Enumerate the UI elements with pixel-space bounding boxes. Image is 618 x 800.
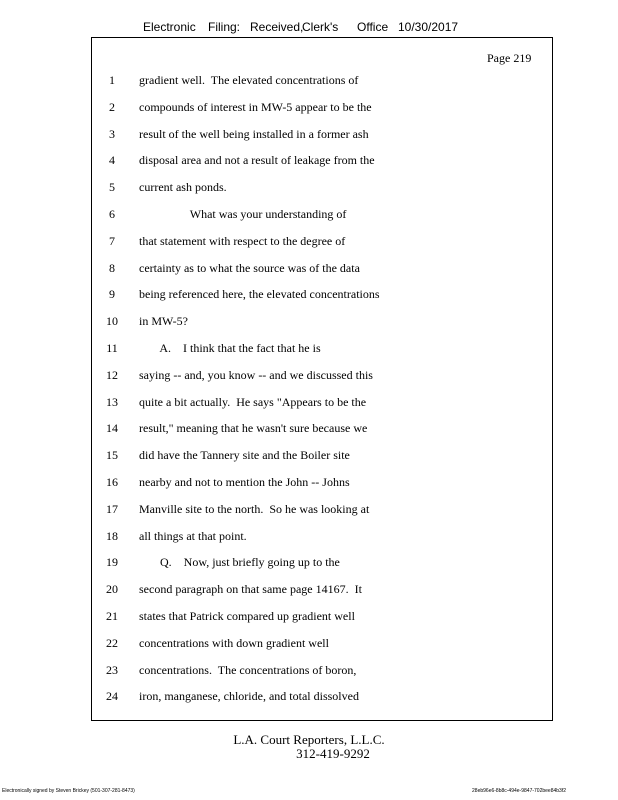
filing-date: 10/30/2017 [398,20,459,34]
line-number: 23 [106,662,118,677]
line-text: saying -- and, you know -- and we discussed this [139,367,373,382]
page-footer [0,733,618,761]
line-text: nearby and not to mention the John -- Johns [139,475,350,489]
reporter-phone: 312-419-9292 [296,746,370,761]
line-text: Q. Now, just briefly going up to the [139,555,340,570]
line-text: iron, manganese, chloride, and total dissolved [139,689,359,704]
line-number: 6 [109,207,115,221]
line-text: all things at that point. [139,528,247,543]
line-number: 24 [106,689,118,704]
line-text: did have the Tannery site and the Boiler site [139,448,350,463]
line-number: 13 [106,394,118,409]
line-text: concentrations with down gradient well [139,635,329,650]
line-number: 2 [109,99,115,114]
filing-stamp [143,20,483,36]
line-text: certainty as to what the source was of the data [139,260,360,275]
line-number: 11 [106,341,118,355]
line-text: disposal area and not a result of leakage from the [139,153,375,168]
line-text: Manville site to the north. So he was looking at [139,501,370,516]
line-text: result of the well being installed in a former ash [139,126,369,141]
line-number: 21 [106,609,118,623]
line-number: 5 [109,180,115,195]
line-number: 17 [106,501,118,516]
line-number: 15 [106,448,118,463]
line-text: in MW-5? [139,314,188,329]
line-number: 14 [106,421,118,436]
line-number: 12 [106,367,118,382]
line-number: 3 [109,126,115,141]
line-number: 8 [109,260,115,275]
reporter-company: L.A. Court Reporters, L.L.C. [233,732,385,747]
electronic-signature: Electronically signed by Steven Brickey (501-307-281-8473) [2,788,135,794]
line-text: gradient well. The elevated concentrations of [139,73,359,87]
filing-word-received: Received, [250,20,304,34]
line-text: current ash ponds. [139,180,227,195]
line-number: 20 [106,582,118,597]
line-text: quite a bit actually. He says "Appears to be the [139,394,367,409]
line-text: A. I think that the fact that he is [139,341,321,355]
document-hash: 28eb96e6-8b8c-494e-9847-702bee84b3f2 [472,788,566,794]
line-text: states that Patrick compared up gradient well [139,609,355,623]
line-number: 4 [109,153,115,168]
line-text: that statement with respect to the degree of [139,233,346,248]
filing-word-filing: Filing: [208,20,241,34]
line-number: 1 [109,73,115,87]
filing-word-electronic: Electronic [143,20,196,34]
line-number: 7 [109,233,115,248]
line-text: compounds of interest in MW-5 appear to be the [139,99,372,114]
line-number: 19 [106,555,118,570]
page-number: Page 219 [487,51,532,65]
line-text: second paragraph on that same page 14167. It [139,582,362,597]
line-text: What was your understanding of [139,207,347,221]
line-number: 16 [106,475,118,489]
line-text: concentrations. The concentrations of boron, [139,662,357,677]
line-number: 22 [106,635,118,650]
line-number: 10 [106,314,118,329]
line-text: result," meaning that he wasn't sure because we [139,421,368,436]
line-number: 18 [106,528,118,543]
filing-word-clerks: Clerk's [302,20,339,34]
line-text: being referenced here, the elevated concentrations [139,287,380,302]
filing-word-office: Office [357,20,389,34]
line-number: 9 [109,287,115,302]
